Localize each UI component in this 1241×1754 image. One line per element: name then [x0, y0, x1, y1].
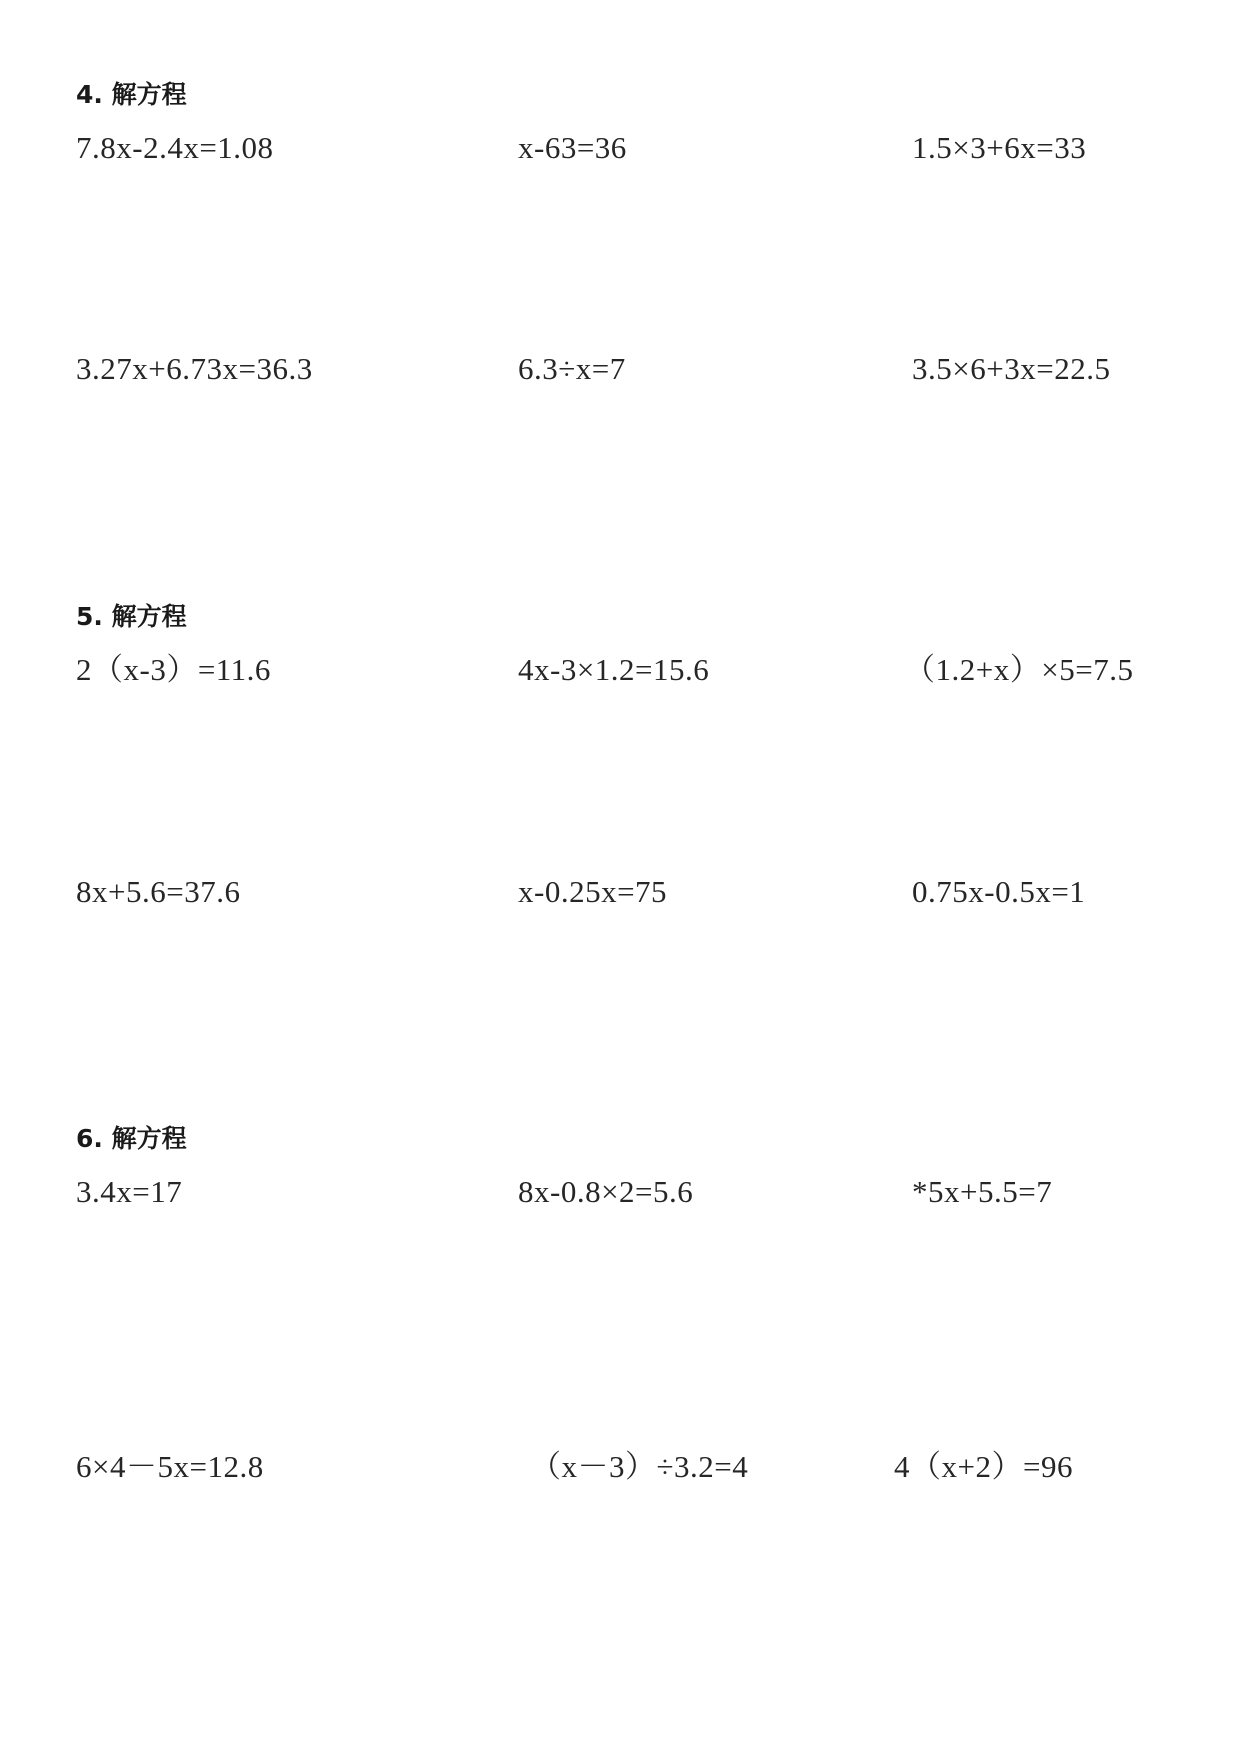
- equation: （x－3）÷3.2=4: [530, 1449, 749, 1484]
- equation: 1.5×3+6x=33: [912, 130, 1087, 165]
- equation: 7.8x-2.4x=1.08: [76, 130, 274, 165]
- equation: 4（x+2）=96: [894, 1449, 1073, 1484]
- equation: 3.27x+6.73x=36.3: [76, 351, 313, 386]
- equation: 2（x-3）=11.6: [76, 652, 271, 687]
- equation: x-63=36: [518, 130, 627, 165]
- equation: 8x+5.6=37.6: [76, 874, 241, 909]
- equation: *5x+5.5=7: [912, 1174, 1053, 1209]
- equation: 3.5×6+3x=22.5: [912, 351, 1111, 386]
- equation: （1.2+x）×5=7.5: [904, 652, 1134, 687]
- section-5-heading: 5. 解方程: [76, 602, 187, 631]
- equation: x-0.25x=75: [518, 874, 668, 909]
- equation: 6.3÷x=7: [518, 351, 626, 386]
- equation: 8x-0.8×2=5.6: [518, 1174, 694, 1209]
- equation: 6×4－5x=12.8: [76, 1449, 264, 1484]
- equation: 3.4x=17: [76, 1174, 183, 1209]
- section-4-heading: 4. 解方程: [76, 80, 187, 109]
- equation: 4x-3×1.2=15.6: [518, 652, 710, 687]
- section-6-heading: 6. 解方程: [76, 1124, 187, 1153]
- equation: 0.75x-0.5x=1: [912, 874, 1086, 909]
